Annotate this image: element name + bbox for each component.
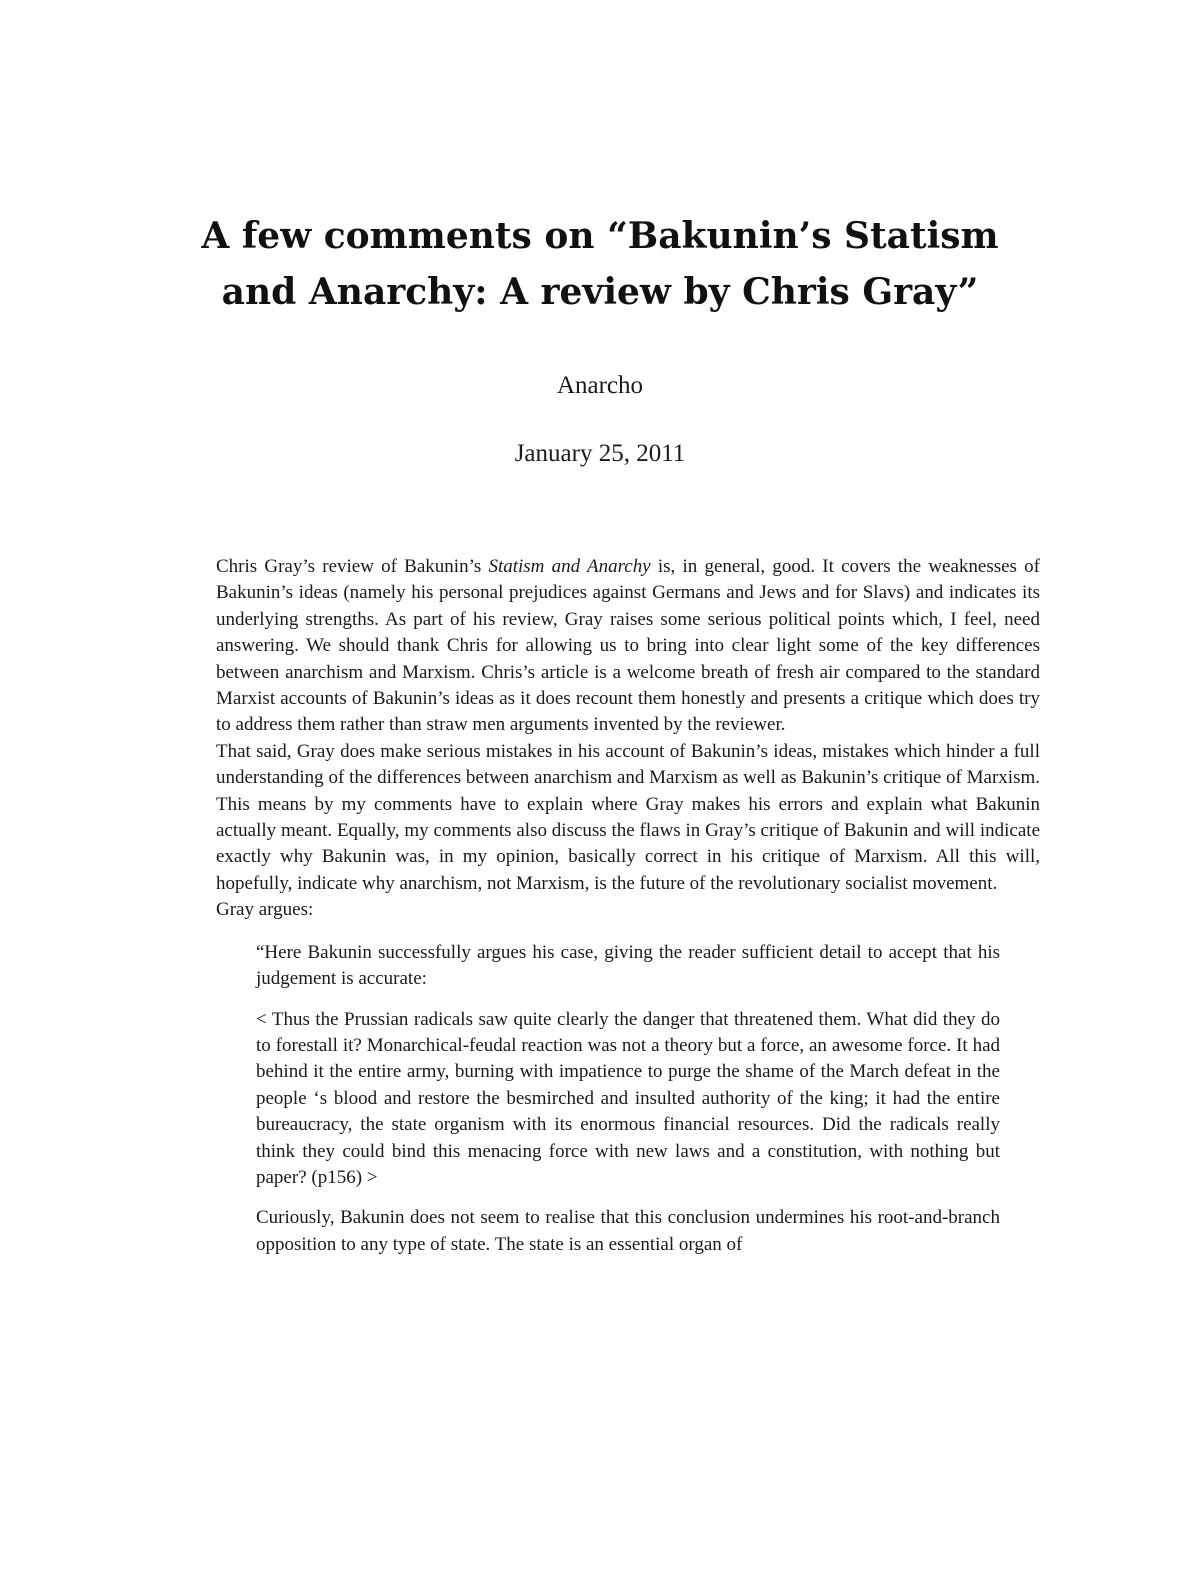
paragraph-1-rest: is, in general, good. It covers the weaknesses of Bakunin’s ideas (namely his personal prejudices against Germans and Jews and for Slavs) and indicates its underlying strengths. As part of his review, Gray raises some serious political points which, I feel, need answering. We should thank Chris for allowing us to bring into clear light some of the key differences between anarchism and Marxism. Chris’s article is a welcome breath of fresh air compared to the standard Marxist accounts of Bakunin’s ideas as it does recount them honestly and presents a critique which does try to address them rather than straw men arguments invented by the reviewer.: [216, 556, 1040, 736]
document-date: January 25, 2011: [514, 440, 686, 467]
paragraph-2: That said, Gray does make serious mistakes in his account of Bakunin’s ideas, mistakes which hinder a full understanding of the differences between anarchism and Marxism as well as Bakunin’s critique of Marxism. This means by my comments have to explain where Gray makes his errors and explain what Bakunin actually meant. Equally, my comments also discuss the flaws in Gray’s critique of Bakunin and will indicate exactly why Bakunin was, in my opinion, basically correct in his critique of Marxism. All this will, hopefully, indicate why anarchism, not Marxism, is the future of the revolutionary socialist movement.: [216, 740, 1040, 894]
block-quote: [256, 940, 1000, 1258]
book-title-italic: Statism and Anarchy: [488, 556, 651, 577]
quote-paragraph-3: Curiously, Bakunin does not seem to realise that this conclusion undermines his root-and-branch opposition to any type of state. The state is an essential organ of: [256, 1207, 1000, 1255]
paragraph-1-start: Chris Gray’s review of Bakunin’s: [216, 556, 489, 577]
document-body: [216, 554, 1040, 1272]
paragraph-1: [216, 554, 1040, 739]
document-author: Anarcho: [556, 372, 644, 399]
quote-paragraph-2: < Thus the Prussian radicals saw quite clearly the danger that threatened them. What did they do to forestall it? Monarchical-feudal reaction was not a theory but a force, an awesome force. It had behind it the entire army, burning with impatience to purge the shame of the March defeat in the people ‘s blood and restore the besmirched and insulted authority of the king; it had the entire bureaucracy, the state organism with its enormous financial resources. Did the radicals really think they could bind this menacing force with new laws and a constitution, with nothing but paper? (p156) >: [256, 1008, 1000, 1188]
paragraph-3: Gray argues:: [216, 899, 314, 921]
document-title: A few comments on “Bakunin’s Statism and Anarchy: A review by Chris Gray”: [201, 215, 999, 313]
quote-paragraph-1: “Here Bakunin successfully argues his case, giving the reader sufficient detail to accept that his judgement is accurate:: [256, 941, 1000, 990]
